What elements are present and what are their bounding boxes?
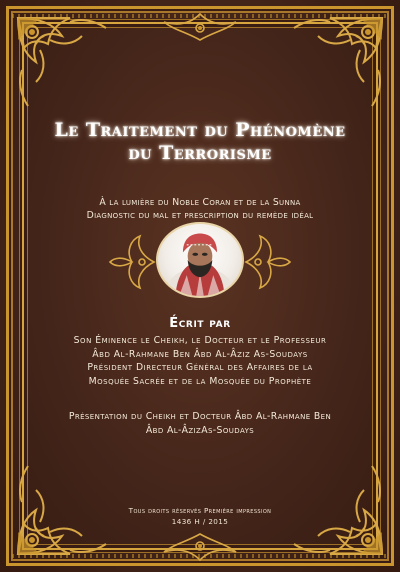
- author-line: Président Directeur Général des Affaires de la: [87, 362, 313, 374]
- ornamental-corner-icon: [280, 10, 390, 120]
- rights-line-1: Tous droits réservés Première impression: [128, 506, 272, 515]
- flourish-icon: [106, 226, 158, 298]
- presentation-line-2: Âbd Al-ÂzizAs-Soudays: [145, 424, 255, 436]
- copyright-block: [40, 506, 360, 527]
- author-line: Âbd Al-Rahmane Ben Âbd Al-Âziz As-Soudays: [92, 348, 308, 360]
- author-line: Mosquée Sacrée et de la Mosquée du Prophète: [88, 375, 312, 387]
- ornamental-corner-icon: [10, 10, 120, 120]
- subtitle-line-1: À la lumière du Noble Coran et de la Sunna: [99, 197, 301, 208]
- presentation-block: [40, 410, 360, 437]
- title-line-1: Le Traitement du Phénomène: [54, 119, 346, 141]
- book-title: [40, 119, 360, 165]
- flourish-icon: [242, 226, 294, 298]
- top-ornament-icon: [150, 10, 250, 46]
- author-line: Son Éminence le Cheikh, le Docteur et le Professeur: [73, 335, 327, 346]
- author-portrait: [156, 222, 244, 298]
- rights-line-2: 1436 H / 2015: [171, 516, 229, 526]
- presentation-line-1: Présentation du Cheikh et Docteur Âbd Al-Rahmane Ben: [68, 411, 332, 422]
- title-line-2: du Terrorisme: [128, 142, 272, 164]
- subtitle-line-2: Diagnostic du mal et prescription du remède idéal: [86, 210, 314, 221]
- author-block: [34, 334, 366, 388]
- book-subtitle: [40, 196, 360, 222]
- written-by-heading: Écrit par: [169, 316, 231, 331]
- bottom-ornament-icon: [150, 528, 250, 564]
